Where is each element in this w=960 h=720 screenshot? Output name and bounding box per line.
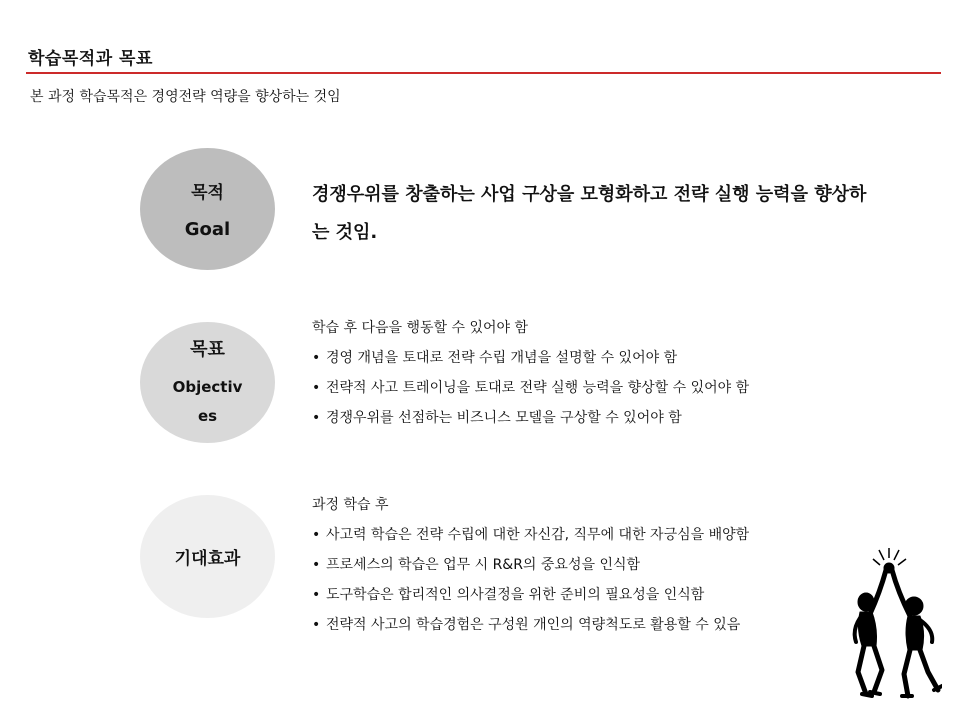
list-item-text: 프로세스의 학습은 업무 시 R&R의 중요성을 인식함 — [326, 557, 641, 573]
bullet: • — [312, 617, 321, 633]
list-item — [312, 615, 749, 645]
list-item-text: 사고력 학습은 전략 수립에 대한 자신감, 직무에 대한 자긍심을 배양함 — [326, 527, 750, 543]
page-subtitle: 본 과정 학습목적은 경영전략 역량을 향상하는 것임 — [30, 89, 341, 105]
goal-label-ko: 목적 — [191, 183, 224, 203]
bullet: • — [312, 350, 321, 366]
list-item — [312, 555, 749, 585]
bullet: • — [312, 587, 321, 603]
list-item-text: 도구학습은 합리적인 의사결정을 위한 준비의 필요성을 인식함 — [326, 587, 705, 603]
effects-label-ko: 기대효과 — [174, 549, 241, 569]
effects-block — [312, 495, 749, 645]
effects-circle — [140, 495, 275, 618]
right-figure-raised-arm — [892, 570, 910, 616]
bullet: • — [312, 557, 321, 573]
objectives-label-ko: 목표 — [190, 338, 225, 360]
objectives-circle — [140, 322, 275, 443]
objectives-label-en: Objectives — [172, 377, 243, 425]
list-item — [312, 348, 749, 378]
list-item-text: 전략적 사고 트레이닝을 토대로 전략 실행 능력을 향상할 수 있어야 함 — [326, 380, 750, 396]
left-figure-raised-arm — [870, 570, 886, 614]
high-five-figures — [846, 546, 942, 700]
effects-intro: 과정 학습 후 — [312, 497, 389, 513]
bullet: • — [312, 410, 321, 426]
list-item-text: 전략적 사고의 학습경험은 구성원 개인의 역량척도로 활용할 수 있음 — [326, 617, 741, 633]
bullet: • — [312, 527, 321, 543]
left-figure-legs — [858, 646, 882, 694]
goal-circle — [140, 148, 275, 270]
list-item — [312, 585, 749, 615]
list-item-text: 경쟁우위를 선점하는 비즈니스 모델을 구상할 수 있어야 함 — [326, 410, 682, 426]
bullet: • — [312, 380, 321, 396]
burst-lines — [873, 548, 906, 565]
page-title: 학습목적과 목표 — [28, 49, 153, 69]
goal-text: 경쟁우위를 창출하는 사업 구상을 모형화하고 전략 실행 능력을 향상하는 것임. — [312, 184, 867, 243]
list-item — [312, 525, 749, 555]
high-five-hands — [884, 563, 894, 573]
goal-label-en: Goal — [184, 219, 231, 240]
list-item — [312, 408, 749, 438]
list-item-text: 경영 개념을 토대로 전략 수립 개념을 설명할 수 있어야 함 — [326, 350, 678, 366]
objectives-block — [312, 318, 749, 438]
list-item — [312, 378, 749, 408]
objectives-intro: 학습 후 다음을 행동할 수 있어야 함 — [312, 320, 529, 336]
title-divider — [26, 72, 941, 74]
